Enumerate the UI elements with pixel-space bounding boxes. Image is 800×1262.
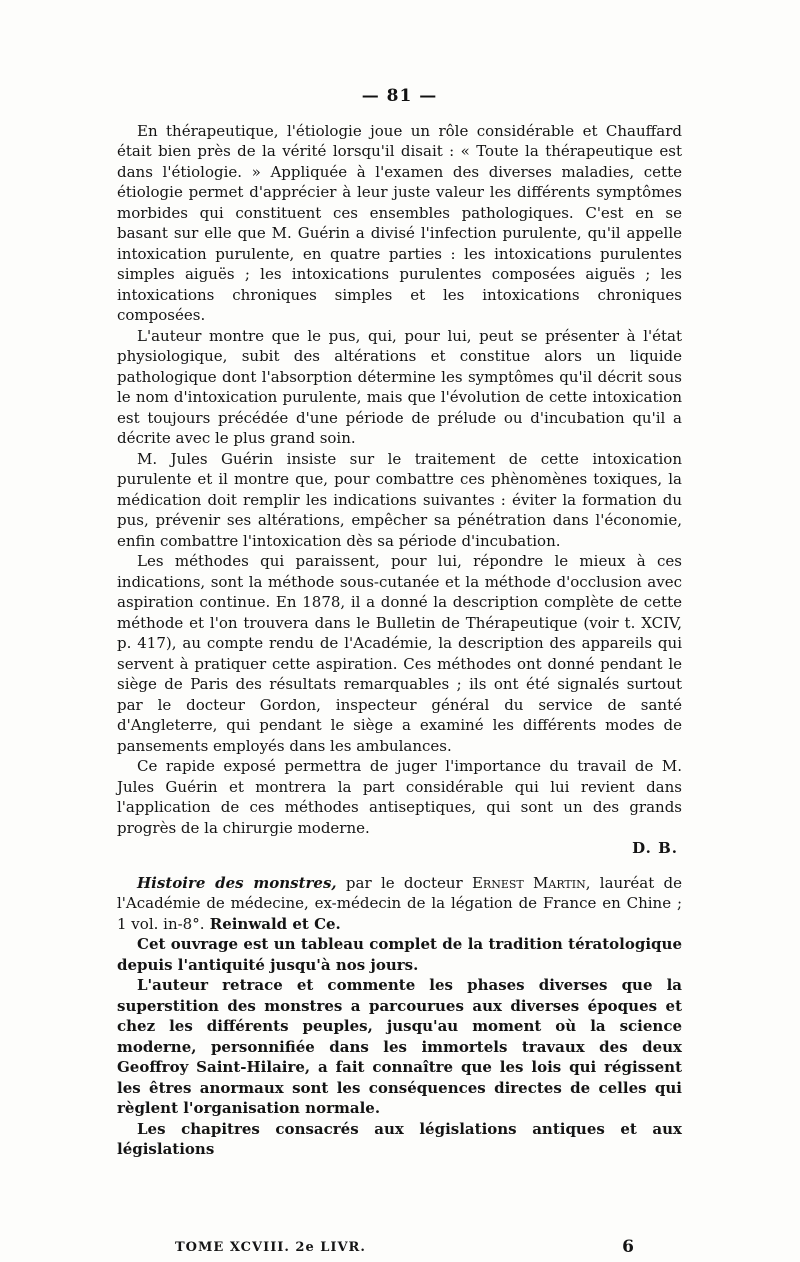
page-number: — 81 — bbox=[361, 86, 438, 106]
review-paragraph: Cet ouvrage est un tableau complet de la tradition tératologique depuis l'antiquité jusqu'à nos jours. bbox=[117, 935, 682, 974]
review-author-details: lauréat de l'Académie de médecine, ex-médecin de la légation de France en Chine ; 1 vol. in-8°. bbox=[117, 873, 683, 933]
article-paragraph: Ce rapide exposé permettra de juger l'importance du travail de M. Jules Guérin et montrera la part considérable qui lui revient dans l'application de ces méthodes antiseptiques, qui sont un des grands progrès de la chirurgie moderne. bbox=[117, 757, 682, 837]
review-paragraph: Les chapitres consacrés aux législations antiques et aux législations bbox=[117, 1119, 682, 1158]
article-paragraph: M. Jules Guérin insiste sur le traitement de cette intoxication purulente et il montre que, pour combattre ces phènomènes toxiques, la médication doit remplir les indications suivantes : éviter la formation du pus, prévenir ses altérations, empêcher sa pénétration dans l'économie, enfin combattre l'intoxication dès sa période d'incubation. bbox=[117, 449, 682, 550]
page-body bbox=[117, 86, 682, 1160]
article-paragraph: L'auteur montre que le pus, qui, pour lui, peut se présenter à l'état physiologique, subit des altérations et constitue alors un liquide pathologique dont l'absorption détermine les symptômes qu'il décrit sous le nom d'intoxication purulente, mais que l'évolution de cette intoxication est toujours précédée d'une période de prélude ou d'incubation qu'il a décrite avec le plus grand soin. bbox=[117, 326, 682, 447]
review-author: Ernest Martin, bbox=[471, 873, 591, 892]
article-paragraph: En thérapeutique, l'étiologie joue un rôle considérable et Chauffard était bien près de la vérité lorsqu'il disait : « Toute la thérapeutique est dans l'étiologie. » Appliquée à l'examen des diverses maladies, cette étiologie permet d'apprécier à leur juste valeur les différents symptômes morbides qui constituent ces ensembles pathologiques. C'est en se basant sur elle que M. Guérin a divisé l'infection purulente, qu'il appelle intoxication purulente, en quatre parties : les intoxications purulentes simples aiguës ; les intoxications purulentes composées aiguës ; les intoxications chroniques simples et les intoxications chroniques composées. bbox=[117, 121, 682, 324]
sheet-number: 6 bbox=[622, 1237, 635, 1257]
review-book-title: Histoire des monstres, bbox=[137, 873, 337, 892]
review-by: par le docteur bbox=[336, 873, 472, 892]
printer-signature: TOME XCVIII. 2e LIVR. bbox=[175, 1240, 366, 1255]
review-heading bbox=[117, 873, 682, 935]
review-paragraph: L'auteur retrace et commente les phases diverses que la superstition des monstres a parcourues aux diverses époques et chez les différents peuples, jusqu'au moment où la science moderne, personnifiée dans les immortels travaux des deux Geoffroy Saint-Hilaire, a fait connaître que les lois qui régissent les êtres anormaux sont les conséquences directes de celles qui règlent l'organisation normale. bbox=[117, 976, 682, 1117]
review-publisher: Reinwald et Ce. bbox=[204, 914, 341, 933]
article-signature: D. B. bbox=[632, 839, 678, 857]
article-paragraph: Les méthodes qui paraissent, pour lui, répondre le mieux à ces indications, sont la méthode sous-cutanée et la méthode d'occlusion avec aspiration continue. En 1878, il a donné la description complète de cette méthode et l'on trouvera dans le Bulletin de Thérapeutique (voir t. XCIV, p. 417), au compte rendu de l'Académie, la description des appareils qui servent à pratiquer cette aspiration. Ces méthodes ont donné pendant le siège de Paris des résultats remarquables ; ils ont été signalés surtout par le docteur Gordon, inspecteur général du service de santé d'Angleterre, qui pendant le siège a examiné les différents modes de pansements employés dans les ambulances. bbox=[117, 552, 682, 755]
